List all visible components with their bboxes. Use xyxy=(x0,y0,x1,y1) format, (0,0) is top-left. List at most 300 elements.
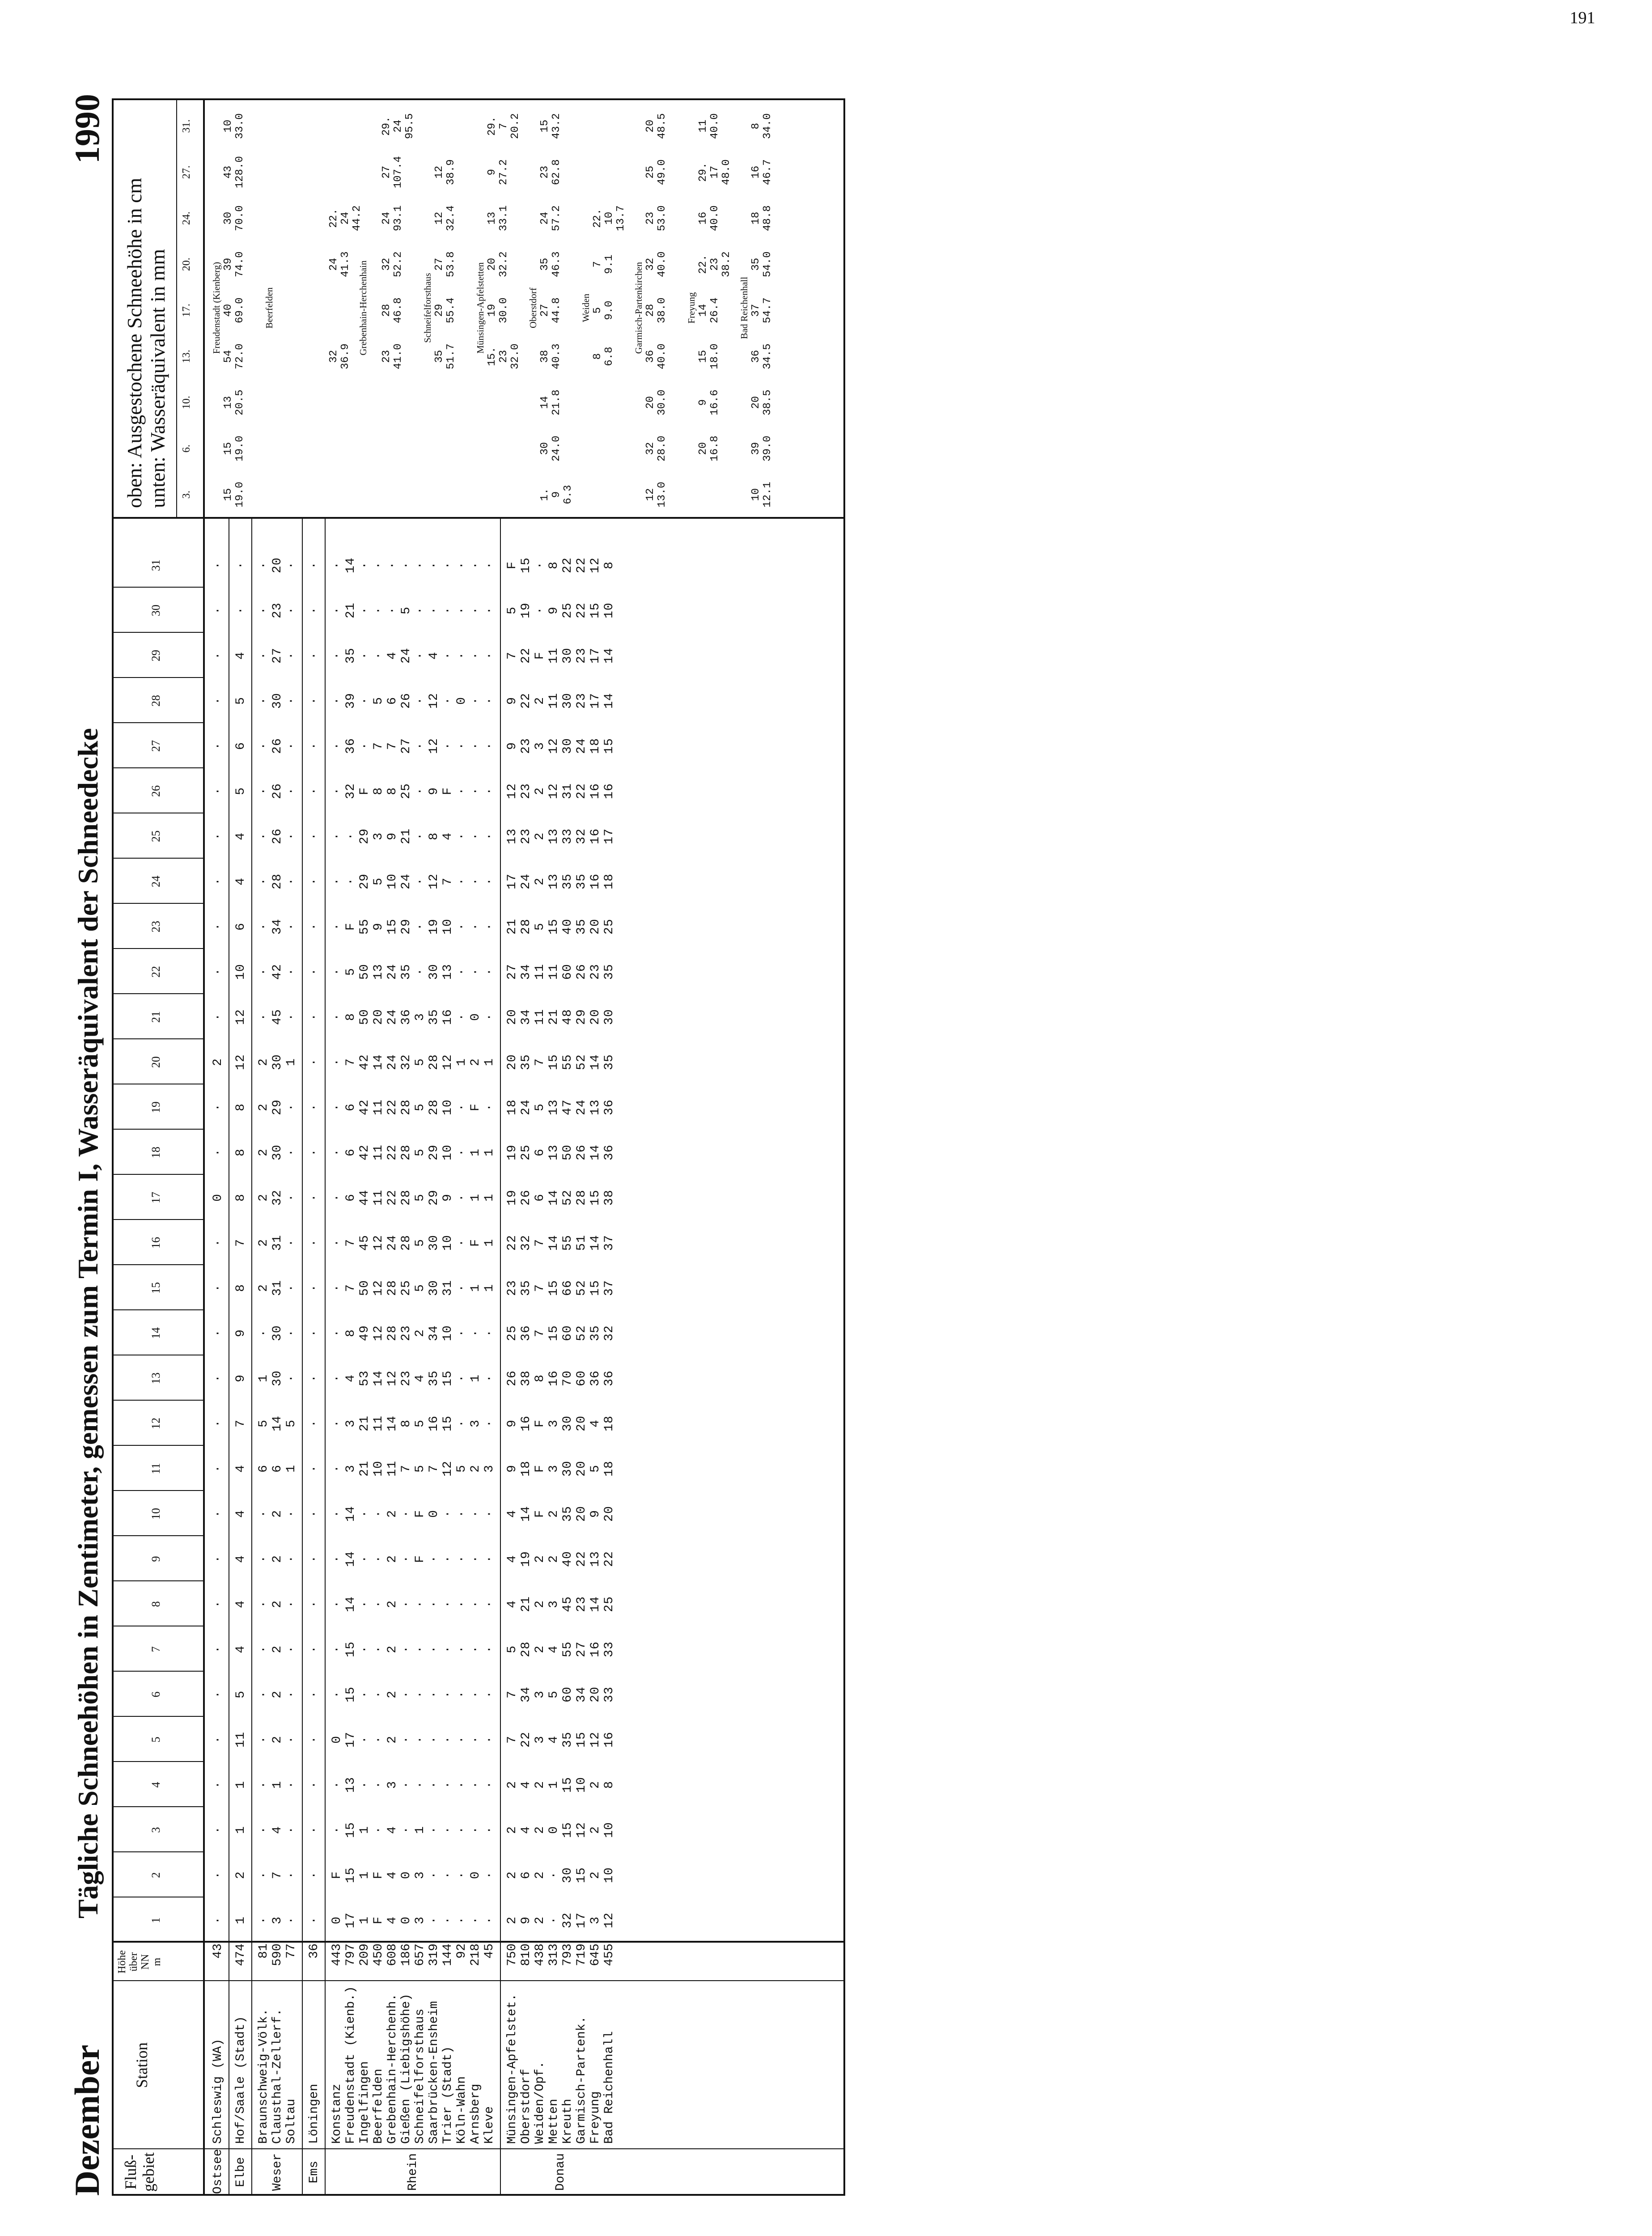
daily-value: · xyxy=(307,1419,321,1427)
daily-value: · xyxy=(284,1555,298,1563)
daily-value: F xyxy=(533,1510,547,1518)
daily-value: 2 xyxy=(589,1871,602,1879)
daily-value: 34 xyxy=(519,1009,533,1025)
day-divider xyxy=(114,948,203,949)
daily-value: 52 xyxy=(561,1190,575,1206)
daily-value: · xyxy=(307,877,321,885)
bottom-text: Wasseräquivalent in mm xyxy=(146,249,169,452)
station-name: Konstanz xyxy=(330,2084,344,2144)
station-height: 657 xyxy=(413,1944,427,1966)
daily-value: 2 xyxy=(271,1555,284,1563)
daily-value: · xyxy=(455,561,469,569)
daily-value: 9 xyxy=(505,742,519,750)
daily-value: 31 xyxy=(441,1280,455,1296)
daily-value: · xyxy=(441,1736,455,1744)
measurement-cell xyxy=(434,200,457,236)
station-name: Köln-Wahn xyxy=(455,2076,469,2144)
daily-value: 1 xyxy=(358,1826,372,1834)
daily-value: · xyxy=(284,1374,298,1382)
daily-value: 2 xyxy=(271,1600,284,1608)
measurement-station-label: Bad Reichenhall xyxy=(739,276,750,339)
day-header: 2 xyxy=(149,1872,162,1878)
daily-value: · xyxy=(307,1690,321,1698)
daily-value: · xyxy=(257,1781,271,1789)
river-label: Weser xyxy=(270,2153,284,2191)
daily-value: 35 xyxy=(399,964,413,980)
measurement-value: 32 xyxy=(381,258,393,271)
station-height: 438 xyxy=(533,1944,547,1966)
measurement-value: 19.0 xyxy=(234,482,246,508)
daily-value: 9 xyxy=(234,1374,248,1382)
daily-value: · xyxy=(413,606,427,614)
daily-value: · xyxy=(284,652,298,660)
measurement-value: 39 xyxy=(222,258,234,271)
measurement-value: 18.0 xyxy=(709,343,721,369)
daily-value: 20 xyxy=(575,1415,589,1431)
day-header: 29 xyxy=(149,650,162,661)
daily-value: · xyxy=(455,1374,469,1382)
station-name: Clausthal-Zellerf. xyxy=(271,2008,284,2144)
daily-value: 30 xyxy=(561,1415,575,1431)
daily-value: 15 xyxy=(589,602,602,618)
daily-value: · xyxy=(284,561,298,569)
measurement-cell xyxy=(539,246,563,282)
station-height: 450 xyxy=(372,1944,385,1966)
daily-value: 8 xyxy=(602,1781,616,1789)
daily-value: · xyxy=(330,877,344,885)
daily-value: 4 xyxy=(547,1645,561,1653)
measurement-value: 20 xyxy=(697,442,709,455)
daily-value: 33 xyxy=(561,828,575,844)
daily-value: 14 xyxy=(344,1551,358,1567)
daily-value: 1 xyxy=(234,1781,248,1789)
daily-value: 30 xyxy=(271,1325,284,1341)
daily-value: 12 xyxy=(372,1325,385,1341)
daily-value: 4 xyxy=(234,1555,248,1563)
daily-value: · xyxy=(455,606,469,614)
daily-value: 2 xyxy=(533,1555,547,1563)
daily-value: 10 xyxy=(441,919,455,935)
measurement-value: 1. xyxy=(539,488,551,501)
daily-value: · xyxy=(441,1645,455,1653)
daily-value: 30 xyxy=(427,1235,441,1251)
measurement-value: 13 xyxy=(222,396,234,409)
daily-value: · xyxy=(358,742,372,750)
daily-value: 3 xyxy=(547,1465,561,1473)
daily-value: · xyxy=(257,1600,271,1608)
station-height: 144 xyxy=(441,1944,455,1966)
measurement-cell xyxy=(698,385,721,420)
daily-value: 0 xyxy=(427,1510,441,1518)
daily-value: 55 xyxy=(358,919,372,935)
daily-value: · xyxy=(307,923,321,931)
daily-value: 29 xyxy=(358,873,372,889)
measurement-value: 34.5 xyxy=(762,343,774,369)
daily-value: 14 xyxy=(589,1144,602,1160)
measurement-cell xyxy=(698,431,721,466)
daily-value: 4 xyxy=(505,1600,519,1608)
daily-value: 60 xyxy=(561,1686,575,1702)
daily-value: 1 xyxy=(284,1465,298,1473)
daily-value: 5 xyxy=(372,697,385,705)
height-column-header xyxy=(116,1944,163,1980)
measurement-value: 13.7 xyxy=(615,205,627,231)
daily-value: 23 xyxy=(589,964,602,980)
measurement-cell xyxy=(645,385,668,420)
daily-value: · xyxy=(483,1600,496,1608)
daily-value: 3 xyxy=(589,1916,602,1924)
daily-value: · xyxy=(483,561,496,569)
daily-value: · xyxy=(413,652,427,660)
daily-value: · xyxy=(385,561,399,569)
daily-value: 28 xyxy=(427,1099,441,1115)
daily-value: · xyxy=(441,742,455,750)
measurement-value: 35 xyxy=(539,258,551,271)
daily-value: 15 xyxy=(547,1280,561,1296)
daily-value: 13 xyxy=(589,1099,602,1115)
measurement-value: 20 xyxy=(644,396,657,409)
day-divider xyxy=(114,1716,203,1717)
daily-value: 23 xyxy=(519,828,533,844)
daily-value: 22 xyxy=(575,602,589,618)
measurement-value: 48.0 xyxy=(720,159,733,185)
daily-value: · xyxy=(307,1329,321,1337)
daily-value: 5 xyxy=(589,1465,602,1473)
daily-value: 35 xyxy=(561,1732,575,1748)
station-height: 443 xyxy=(330,1944,344,1966)
daily-value: 10 xyxy=(234,964,248,980)
daily-value: · xyxy=(533,561,547,569)
daily-value: 15 xyxy=(547,1054,561,1070)
daily-value: 20 xyxy=(602,1506,616,1522)
daily-value: · xyxy=(330,1374,344,1382)
daily-value: 29 xyxy=(271,1099,284,1115)
measurement-date-header: 13. xyxy=(181,350,192,363)
daily-value: 6 xyxy=(257,1465,271,1473)
station-height: 719 xyxy=(575,1944,589,1966)
daily-value: · xyxy=(284,1781,298,1789)
measurement-header-top xyxy=(123,178,146,508)
measurement-cell xyxy=(750,431,774,466)
measurement-value: 10 xyxy=(603,212,615,225)
daily-value: · xyxy=(284,1284,298,1292)
measurement-cell xyxy=(698,154,733,190)
measurement-value: 52.2 xyxy=(392,251,404,277)
daily-value: · xyxy=(413,561,427,569)
daily-value: · xyxy=(483,968,496,976)
height-header-line: über xyxy=(128,1952,140,1972)
daily-value: · xyxy=(330,832,344,840)
measurement-value: 5 xyxy=(592,307,604,314)
daily-value: 2 xyxy=(533,1645,547,1653)
daily-value: 30 xyxy=(271,693,284,709)
header-rule xyxy=(203,100,205,2194)
daily-value: 10 xyxy=(441,1099,455,1115)
daily-value: 4 xyxy=(505,1555,519,1563)
measurement-value: 17 xyxy=(709,165,721,179)
daily-value: · xyxy=(257,1013,271,1021)
daily-value: · xyxy=(441,652,455,660)
daily-value: 15 xyxy=(575,1867,589,1883)
daily-value: 10 xyxy=(602,602,616,618)
daily-value: 1 xyxy=(284,1058,298,1066)
daily-value: · xyxy=(330,1058,344,1066)
daily-value: 24 xyxy=(399,873,413,889)
station-name: Braunschweig-Völk. xyxy=(257,2008,271,2144)
daily-value: 12 xyxy=(589,557,602,573)
daily-value: 4 xyxy=(385,1916,399,1924)
measurement-cell xyxy=(434,246,457,282)
daily-value: 1 xyxy=(234,1826,248,1834)
daily-value: 5 xyxy=(234,1690,248,1698)
daily-value: · xyxy=(399,1690,413,1698)
daily-value: 12 xyxy=(441,1054,455,1070)
daily-value: · xyxy=(257,787,271,795)
table-title: Tägliche Schneehöhen in Zentimeter, gemessen zum Termin I, Wasseräquivalent der Schneedecke xyxy=(72,728,104,1918)
daily-value: 12 xyxy=(234,1054,248,1070)
measurement-value: 15 xyxy=(222,488,234,501)
daily-value: 2 xyxy=(547,1555,561,1563)
daily-value: · xyxy=(358,561,372,569)
daily-value: 6 xyxy=(344,1103,358,1111)
daily-value: · xyxy=(483,1645,496,1653)
daily-value: · xyxy=(330,1329,344,1337)
measurement-cell xyxy=(645,339,668,374)
daily-value: 3 xyxy=(385,1781,399,1789)
daily-value: 1 xyxy=(271,1781,284,1789)
measurement-value: 27 xyxy=(381,165,393,179)
daily-value: 5 xyxy=(234,697,248,705)
daily-value: 5 xyxy=(372,877,385,885)
daily-value: 13 xyxy=(547,1144,561,1160)
daily-value: · xyxy=(469,742,483,750)
daily-value: 5 xyxy=(413,1148,427,1156)
daily-value: 37 xyxy=(602,1235,616,1251)
daily-value: · xyxy=(284,832,298,840)
daily-value: 39 xyxy=(344,693,358,709)
daily-value: 5 xyxy=(234,787,248,795)
daily-value: 1 xyxy=(358,1871,372,1879)
measurement-value: 20.5 xyxy=(234,390,246,415)
daily-value: F xyxy=(441,787,455,795)
station-name: Metten xyxy=(547,2099,561,2144)
daily-value: 4 xyxy=(234,1645,248,1653)
daily-value: 15 xyxy=(344,1641,358,1657)
daily-value: 5 xyxy=(413,1419,427,1427)
day-header: 4 xyxy=(149,1782,162,1788)
daily-value: 7 xyxy=(533,1284,547,1292)
daily-value: 22 xyxy=(561,557,575,573)
daily-value: 60 xyxy=(575,1370,589,1386)
daily-value: · xyxy=(358,1510,372,1518)
measurement-value: 15 xyxy=(222,442,234,455)
daily-value: 23 xyxy=(399,1370,413,1386)
daily-value: 15 xyxy=(602,738,616,754)
measurement-value: 28 xyxy=(644,304,657,317)
daily-value: · xyxy=(257,1736,271,1744)
measurement-station-label: Garmisch-Partenkirchen xyxy=(633,262,644,354)
measurement-value: 24.0 xyxy=(551,436,563,462)
daily-value: · xyxy=(372,561,385,569)
daily-value: · xyxy=(284,606,298,614)
daily-value: · xyxy=(427,561,441,569)
station-height: 186 xyxy=(399,1944,413,1966)
daily-value: 4 xyxy=(505,1510,519,1518)
daily-value: 22 xyxy=(385,1099,399,1115)
daily-value: 21 xyxy=(505,919,519,935)
daily-value: 0 xyxy=(399,1871,413,1879)
daily-value: · xyxy=(307,1148,321,1156)
daily-value: 2 xyxy=(385,1600,399,1608)
daily-value: 18 xyxy=(602,1461,616,1477)
daily-value: 44 xyxy=(358,1190,372,1206)
daily-value: 4 xyxy=(234,877,248,885)
measurement-value: 51.7 xyxy=(445,343,457,369)
daily-value: · xyxy=(483,1329,496,1337)
measurement-cell xyxy=(539,431,563,466)
measurement-station-label: Beerfelden xyxy=(264,287,275,329)
daily-value: 14 xyxy=(519,1506,533,1522)
daily-value: 42 xyxy=(271,964,284,980)
daily-value: 1 xyxy=(483,1239,496,1247)
measurement-value: 29 xyxy=(433,304,445,317)
day-header: 28 xyxy=(149,695,162,707)
daily-value: 9 xyxy=(385,832,399,840)
daily-value: 22 xyxy=(575,783,589,799)
daily-value: · xyxy=(413,742,427,750)
measurement-cell xyxy=(592,292,615,328)
station-height: 793 xyxy=(561,1944,575,1966)
daily-value: 5 xyxy=(455,1465,469,1473)
daily-value: · xyxy=(257,1645,271,1653)
daily-value: · xyxy=(330,1194,344,1202)
daily-value: · xyxy=(330,1690,344,1698)
daily-value: · xyxy=(330,1239,344,1247)
daily-value: 28 xyxy=(575,1190,589,1206)
daily-value: · xyxy=(372,1736,385,1744)
daily-value: 45 xyxy=(358,1235,372,1251)
daily-value: 7 xyxy=(234,1419,248,1427)
day-divider xyxy=(114,1129,203,1130)
daily-value: 25 xyxy=(602,1596,616,1612)
measurement-station-label: Freyung xyxy=(686,292,697,324)
daily-value: 40 xyxy=(561,919,575,935)
daily-value: · xyxy=(427,606,441,614)
measurement-value: 33.1 xyxy=(498,205,510,231)
measurement-value: 9.0 xyxy=(603,301,615,320)
measurement-value: 36 xyxy=(750,350,762,363)
daily-value: 12 xyxy=(427,693,441,709)
daily-value: 35 xyxy=(561,1506,575,1522)
daily-value: 3 xyxy=(413,1013,427,1021)
daily-value: 10 xyxy=(441,1325,455,1341)
daily-value: 0 xyxy=(399,1916,413,1924)
day-divider xyxy=(114,1761,203,1762)
station-height: 590 xyxy=(271,1944,284,1966)
daily-value: 35 xyxy=(561,873,575,889)
daily-value: 23 xyxy=(271,602,284,618)
daily-value: · xyxy=(469,1510,483,1518)
measurement-value: 27 xyxy=(539,304,551,317)
measurement-value: 55.4 xyxy=(445,297,457,323)
daily-value: 36 xyxy=(519,1325,533,1341)
daily-value: 1 xyxy=(483,1058,496,1066)
daily-value: 35 xyxy=(427,1009,441,1025)
daily-value: 15 xyxy=(344,1822,358,1838)
daily-value: · xyxy=(211,1781,225,1789)
daily-value: 14 xyxy=(589,1235,602,1251)
daily-value: · xyxy=(469,1690,483,1698)
daily-value: · xyxy=(455,1510,469,1518)
daily-value: 8 xyxy=(234,1284,248,1292)
measurement-value: 32 xyxy=(644,442,657,455)
daily-value: 13 xyxy=(505,828,519,844)
daily-value: 7 xyxy=(505,1690,519,1698)
daily-value: · xyxy=(307,968,321,976)
daily-value: 28 xyxy=(385,1325,399,1341)
daily-value: 9 xyxy=(519,1916,533,1924)
measurement-value: 27.2 xyxy=(498,159,510,185)
measurement-value: 29. xyxy=(381,116,393,136)
station-height: 313 xyxy=(547,1944,561,1966)
measurement-cell xyxy=(434,339,457,374)
measurement-value: 13.0 xyxy=(656,482,668,508)
daily-value: 1 xyxy=(469,1148,483,1156)
daily-value: · xyxy=(483,606,496,614)
daily-value: · xyxy=(455,1826,469,1834)
daily-value: 7 xyxy=(385,742,399,750)
year-label: 1990 xyxy=(68,94,106,164)
measurement-date-header: 10. xyxy=(181,396,192,409)
daily-value: 4 xyxy=(589,1419,602,1427)
measurement-value: 53.0 xyxy=(656,205,668,231)
daily-value: · xyxy=(307,697,321,705)
daily-value: 36 xyxy=(589,1370,602,1386)
daily-value: · xyxy=(455,1781,469,1789)
measurement-value: 20 xyxy=(486,258,498,271)
daily-value: F xyxy=(505,561,519,569)
daily-value: 0 xyxy=(330,1916,344,1924)
daily-value: · xyxy=(307,1103,321,1111)
measurement-cell xyxy=(223,431,246,466)
daily-value: 4 xyxy=(519,1826,533,1834)
station-name: Grebenhain-Herchenh. xyxy=(385,1993,399,2144)
measurement-cell xyxy=(223,292,246,328)
daily-value: 10 xyxy=(441,1235,455,1251)
daily-value: · xyxy=(483,1374,496,1382)
daily-value: 24 xyxy=(385,964,399,980)
measurement-value: 53.8 xyxy=(445,251,457,277)
daily-value: F xyxy=(469,1239,483,1247)
day-header: 6 xyxy=(149,1691,162,1698)
daily-value: 5 xyxy=(284,1419,298,1427)
daily-value: F xyxy=(533,1465,547,1473)
station-height: 218 xyxy=(469,1944,483,1966)
daily-value: 5 xyxy=(533,923,547,931)
daily-value: · xyxy=(455,1736,469,1744)
measurement-value: 32.2 xyxy=(498,251,510,277)
daily-value: · xyxy=(455,923,469,931)
daily-value: F xyxy=(533,1419,547,1427)
daily-value: 42 xyxy=(358,1099,372,1115)
daily-value: 1 xyxy=(483,1194,496,1202)
daily-value: · xyxy=(330,1465,344,1473)
measurement-cell xyxy=(487,339,521,374)
daily-value: · xyxy=(441,1600,455,1608)
day-header: 23 xyxy=(149,921,162,932)
measurement-value: 54.7 xyxy=(762,297,774,323)
top-label: oben: xyxy=(123,462,146,508)
